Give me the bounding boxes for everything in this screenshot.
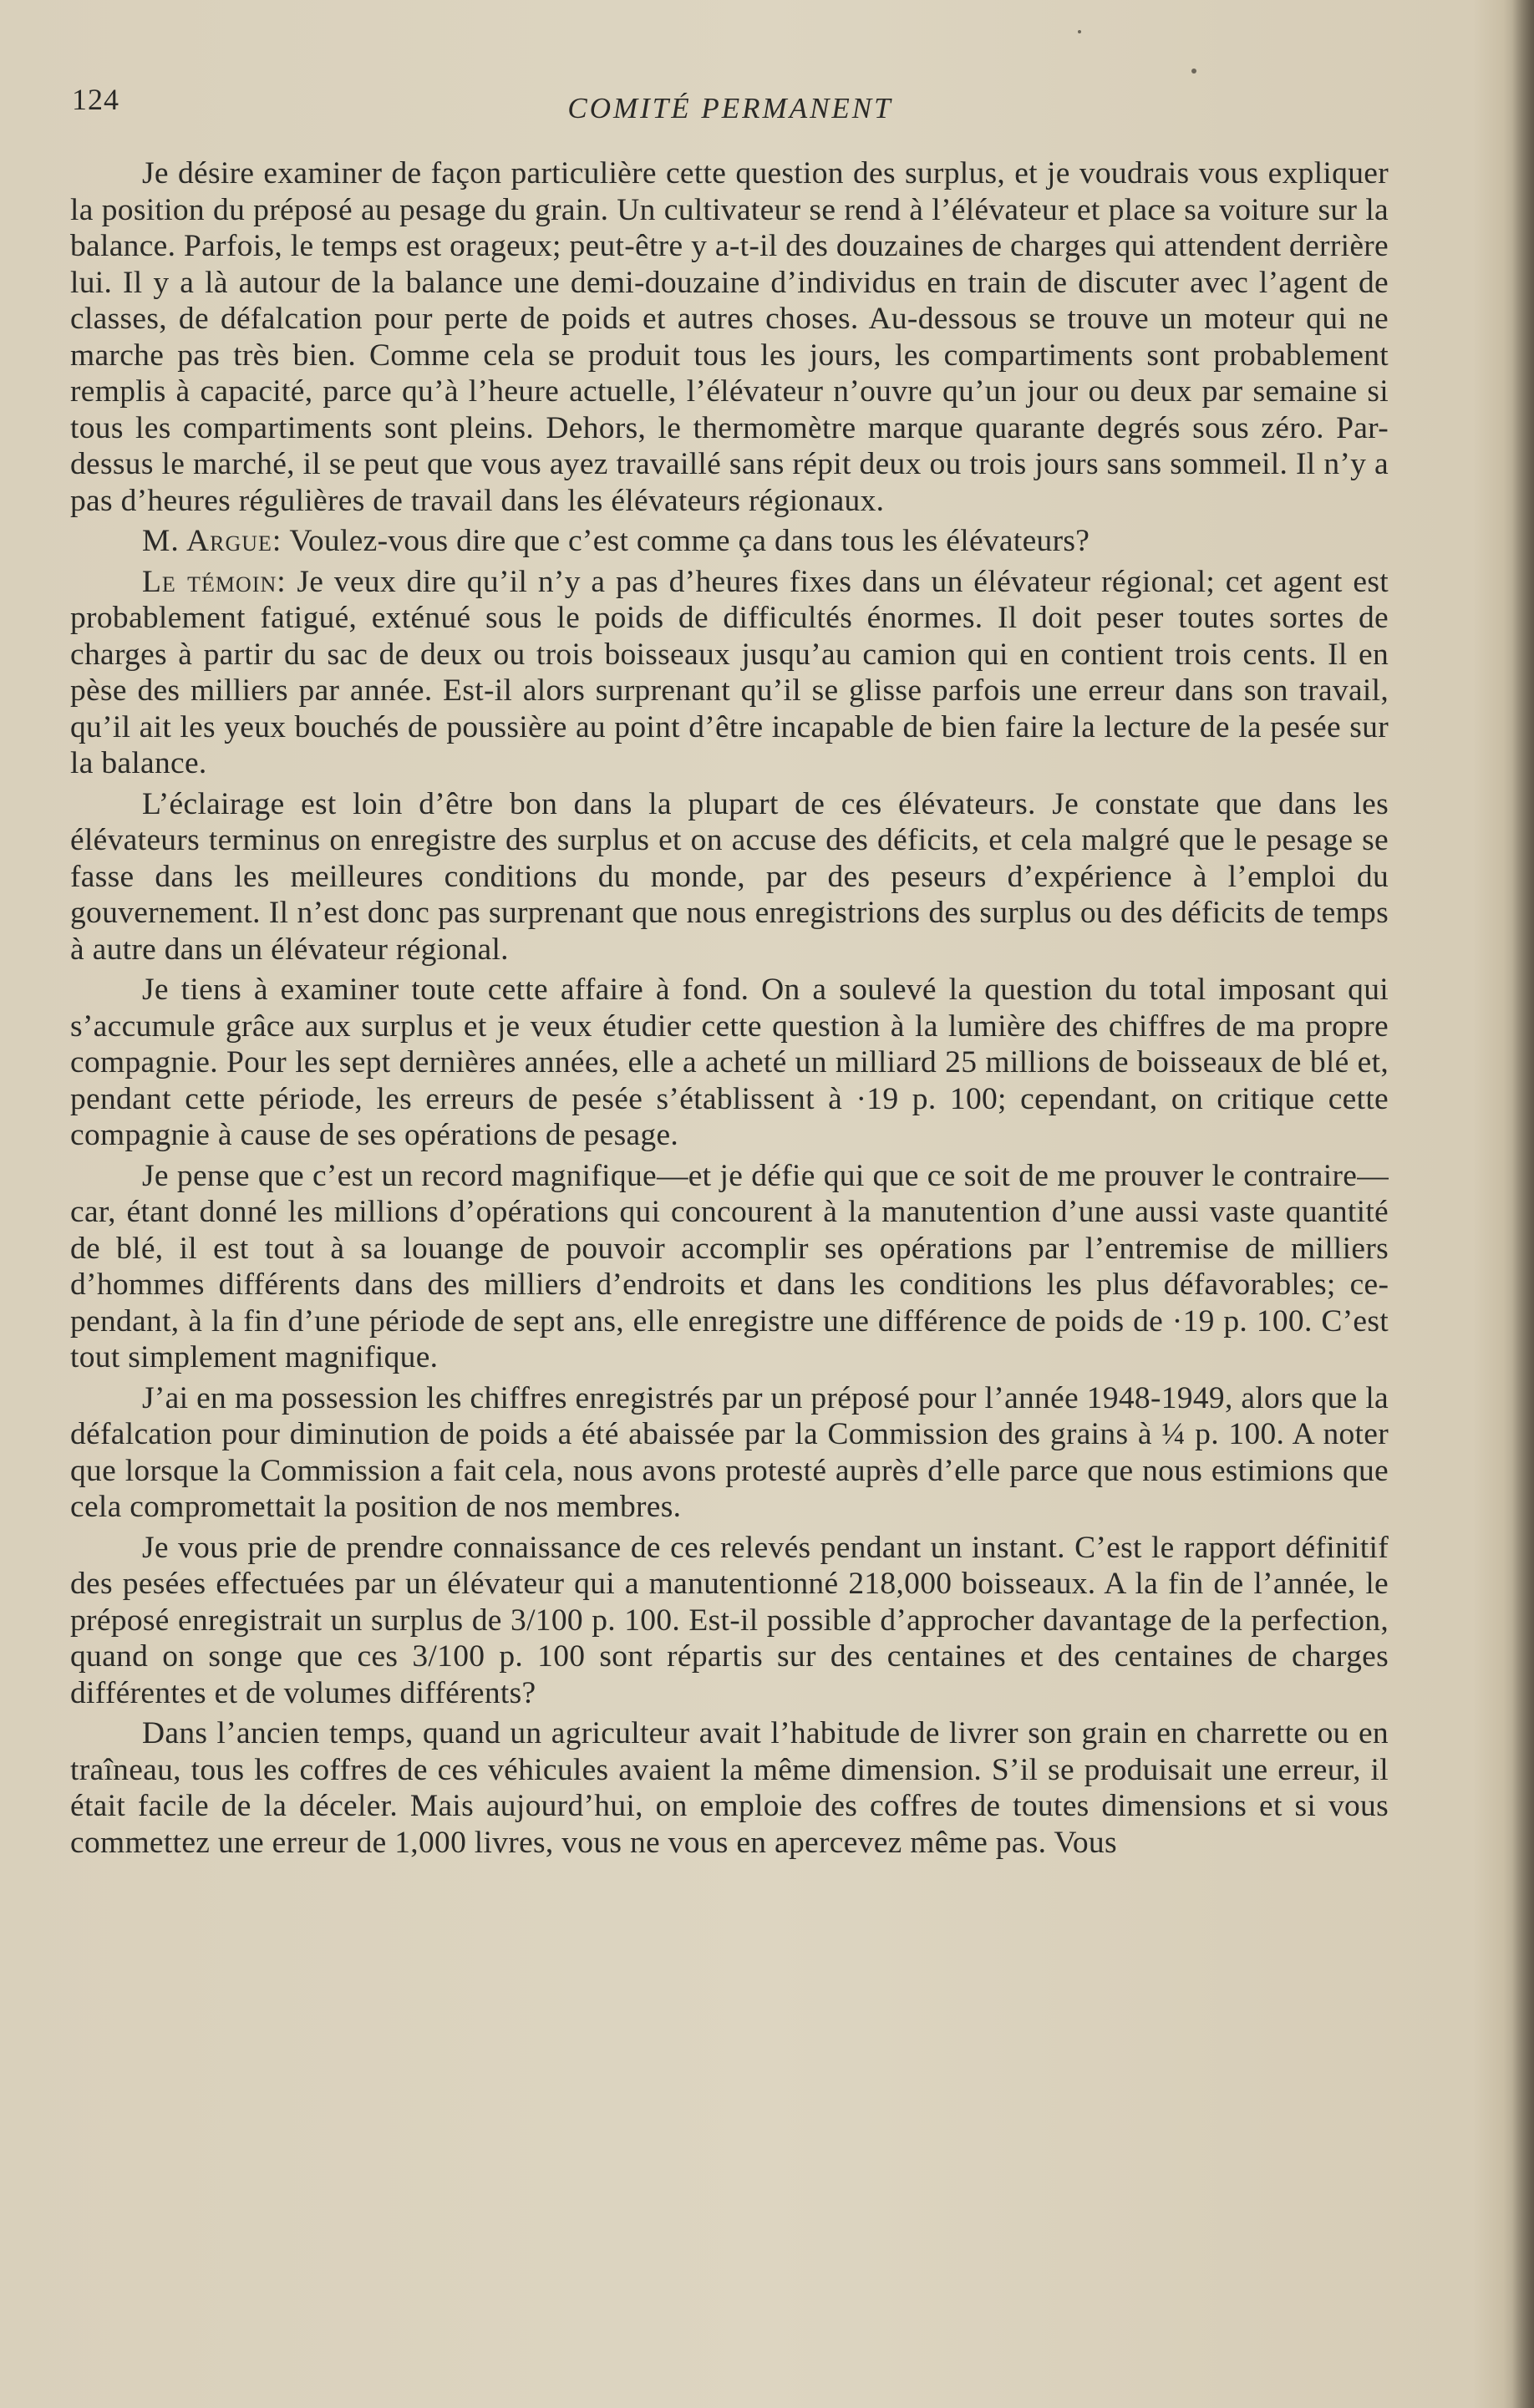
paragraph-text: Je veux dire qu’il n’y a pas d’heures fixes dans un élévateur régional; cet agent est probablement fatigué, exténué sous le poids de difficultés énormes. Il doit peser toutes sortes de charges à partir du sac de deux ou trois boisseaux jusqu’au camion qui en contient trois cents. Il en pèse des milliers par année. Est-il alors surprenant qu’il se glisse parfois une erreur dans son travail, qu’il ait les yeux bouchés de poussière au point d’être incapable de bien faire la lecture de la pesée sur la balance. [70,564,1389,780]
paragraph-text: Je tiens à examiner toute cette affaire à fond. On a soulevé la question du total imposant qui s’accumule grâce aux surplus et je veux étudier cette question à la lumière des chiffres de ma propre compagnie. Pour les sept dernières années, elle a acheté un milliard 25 millions de boisseaux de blé et, pendant cette période, les erreurs de pesée s’établissent à ·19 p. 100; cependant, on critique cette compagnie à cause de ses opérations de pesage. [70,973,1389,1152]
page-number: 124 [72,83,119,116]
paragraph-text: Je désire examiner de façon particulière cette question des surplus, et je voudrais vous expliquer la position du préposé au pesage du grain. Un cultivateur se rend à l’élévateur et place sa voiture sur la balance. Parfois, le temps est orageux; peut-être y a-t-il des douzaines de charges qui attendent derrière lui. Il y a là autour de la balance une demi-douzaine d’individus en train de discuter avec l’agent de classes, de défalcation pour perte de poids et autres choses. Au-dessous se trouve un moteur qui ne marche pas très bien. Comme cela se produit tous les jours, les compartiments sont probablement remplis à capacité, parce qu’à l’heure actuelle, l’élévateur n’ouvre qu’un jour ou deux par semaine si tous les compartiments sont pleins. Dehors, le thermomètre marque quarante degrés sous zéro. Par-dessus le marché, il se peut que vous ayez travaillé sans répit deux ou trois jours sans sommeil. Il n’y a pas d’heures régulières de travail dans les élévateurs régionaux. [70,156,1389,518]
paragraph [70,523,1389,560]
paragraph-text: L’éclairage est loin d’être bon dans la plupart de ces élévateurs. Je constate que dans les élévateurs terminus on enregistre des surplus et on accuse des déficits, et cela malgré que le pesage se fasse dans les meilleures conditions du monde, par des peseurs d’expérience à l’emploi du gouvernement. Il n’est donc pas surprenant que nous enregistrions des surplus ou des déficits de temps à autre dans un élévateur régional. [70,786,1389,967]
paragraph-text: Je vous prie de prendre connaissance de ces relevés pendant un instant. C’est le rapport définitif des pesées effectuées par un élévateur qui a manutentionné 218,000 boisseaux. A la fin de l’année, le préposé enregistrait un surplus de 3/100 p. 100. Est-il possible d’approcher davantage de la perfection, quand on songe que ces 3/100 p. 100 sont répartis sur des centaines et des centaines de charges différentes et de volumes différents? [70,1530,1389,1710]
paragraph-text: Je pense que c’est un record magnifique—et je défie qui que ce soit de me prouver le contraire—car, étant donné les millions d’opérations qui concourent à la manutention d’une aussi vaste quantité de blé, il est tout à sa louange de pouvoir accomplir ses opérations par l’entremise de milliers d’hommes différents dans des milliers d’endroits et dans les conditions les plus défavorables; cependant, à la fin d’une période de sept ans, elle enregistre une différence de poids de ·19 p. 100. C’est tout simplement magnifique. [70,1158,1389,1374]
paper-speck [1191,69,1196,74]
paragraph-text: Dans l’ancien temps, quand un agriculteur avait l’habitude de livrer son grain en charrette ou en traîneau, tous les coffres de ces véhicules avaient la même dimension. S’il se produisait une erreur, il était facile de la déceler. Mais aujourd’hui, on emploie des coffres de toutes dimensions et si vous commettez une erreur de 1,000 livres, vous ne vous en apercevez même pas. Vous [70,1716,1389,1860]
paragraph [70,564,1389,782]
speaker-label: M. Argue: [142,524,282,558]
body-text [70,155,1389,1865]
paragraph-text: Voulez-vous dire que c’est comme ça dans tous les élévateurs? [289,524,1090,558]
paragraph [70,1530,1389,1712]
paragraph [70,1380,1389,1526]
paragraph [70,1715,1389,1861]
paper-speck [1078,30,1081,33]
page-edge-shadow [1512,0,1534,2408]
paragraph [70,786,1389,968]
paragraph-text: J’ai en ma possession les chiffres enregistrés par un préposé pour l’année 1948-1949, alors que la défalcation pour diminution de poids a été abaissée par la Commission des grains à ¼ p. 100. A noter que lorsque la Commission a fait cela, nous avons protesté auprès d’elle parce que nous estimions que cela compromettait la position de nos membres. [70,1380,1389,1524]
speaker-label: Le témoin: [142,564,287,599]
paragraph [70,155,1389,519]
paragraph [70,972,1389,1154]
page-header [72,77,1389,127]
running-title: COMITÉ PERMANENT [567,92,893,124]
paragraph [70,1158,1389,1376]
